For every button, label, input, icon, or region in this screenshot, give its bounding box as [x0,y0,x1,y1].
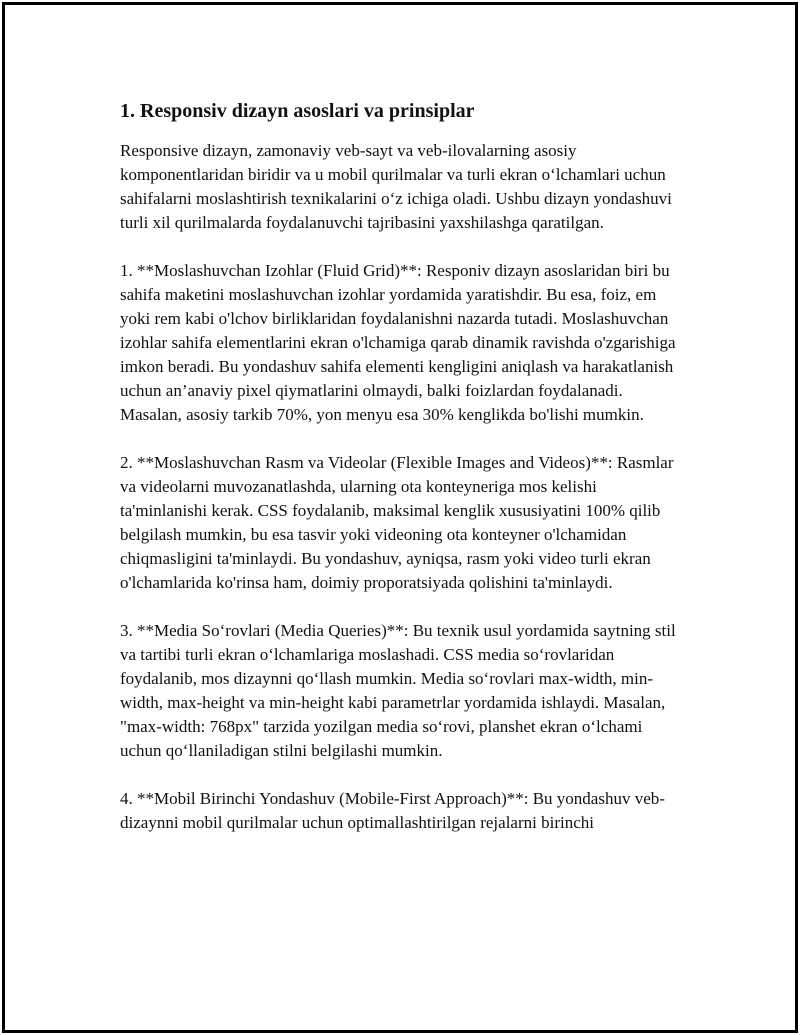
fluid-grid-paragraph: 1. **Moslashuvchan Izohlar (Fluid Grid)**: Responiv dizayn asoslaridan biri bu sahifa maketini moslashuvchan izohlar yordamida yaratishdir. Bu esa, foiz, em yoki rem kabi o'lchov birliklaridan foydalanishni nazarda tutadi. Moslashuvchan izohlar sahifa elementlarini ekran o'lchamiga qarab dinamik ravishda o'zgarishiga imkon beradi. Bu yondashuv sahifa elementi kengligini aniqlash va harakatlanish uchun an’anaviy pixel qiymatlarini olmaydi, balki foizlardan foydalanadi. Masalan, asosiy tarkib 70%, yon menyu esa 30% kenglikda bo'lishi mumkin. [120,261,676,424]
mobile-first-paragraph: 4. **Mobil Birinchi Yondashuv (Mobile-First Approach)**: Bu yondashuv veb-dizaynni mobil qurilmalar uchun optimallashtirilgan rejalarni birinchi [120,789,665,832]
media-queries-paragraph: 3. **Media So‘rovlari (Media Queries)**: Bu texnik usul yordamida saytning stil va tartibi turli ekran o‘lchamlariga moslashadi. CSS media so‘rovlaridan foydalanib, mos dizaynni qo‘llash mumkin. Media so‘rovlari max-width, min-width, max-height va min-height kabi parametrlar yordamida ishlaydi. Masalan, "max-width: 768px" tarzida yozilgan media so‘rovi, planshet ekran o‘lchami uchun qo‘llaniladigan stilni belgilashi mumkin. [120,621,676,760]
document-body [120,97,680,859]
flexible-media-paragraph: 2. **Moslashuvchan Rasm va Videolar (Flexible Images and Videos)**: Rasmlar va videolarni muvozanatlashda, ularning ota konteyneriga mos kelishi ta'minlanishi kerak. CSS foydalanib, maksimal kenglik xususiyatini 100% qilib belgilash mumkin, bu esa tasvir yoki videoning ota konteyner o'lchamidan chiqmasligini ta'minlaydi. Bu yondashuv, ayniqsa, rasm yoki video turli ekran o'lchamlarida ko'rinsa ham, doimiy proporatsiyada qolishini ta'minlaydi. [120,453,674,592]
intro-paragraph: Responsive dizayn, zamonaviy veb-sayt va veb-ilovalarning asosiy komponentlaridan biridir va u mobil qurilmalar va turli ekran o‘lchamlari uchun sahifalarni moslashtirish texnikalarini o‘z ichiga oladi. Ushbu dizayn yondashuvi turli xil qurilmalarda foydalanuvchi tajribasini yaxshilashga qaratilgan. [120,141,672,232]
page-frame [2,2,798,1033]
section-heading: 1. Responsiv dizayn asoslari va prinsiplar [120,100,475,122]
